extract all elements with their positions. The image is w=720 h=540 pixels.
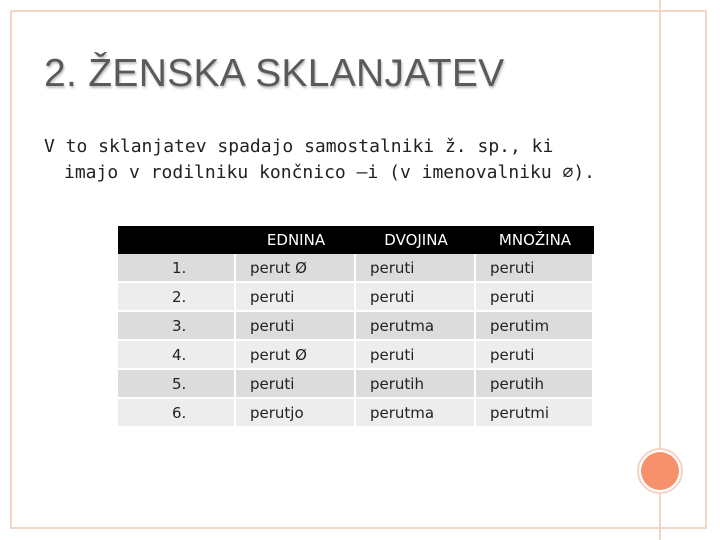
body-line-2: imajo v rodilniku končnico –i (v imenovalniku ∅). bbox=[64, 162, 596, 183]
cell-dvojina: peruti bbox=[356, 254, 476, 283]
cell-mnozina: peruti bbox=[476, 254, 594, 283]
table-row bbox=[118, 370, 594, 399]
cell-dvojina: perutma bbox=[356, 399, 476, 428]
table-row bbox=[118, 254, 594, 283]
decorative-line bbox=[659, 0, 661, 450]
table-row bbox=[118, 399, 594, 428]
cell-dvojina: perutih bbox=[356, 370, 476, 399]
table-row bbox=[118, 341, 594, 370]
cell-ednina: perut Ø bbox=[236, 254, 356, 283]
slide-title: 2. ŽENSKA SKLANJATEV bbox=[44, 52, 505, 95]
case-number: 1. bbox=[118, 254, 236, 283]
cell-mnozina: peruti bbox=[476, 341, 594, 370]
cell-ednina: peruti bbox=[236, 312, 356, 341]
table-row bbox=[118, 283, 594, 312]
cell-mnozina: perutmi bbox=[476, 399, 594, 428]
header-cell-ednina: EDNINA bbox=[236, 226, 356, 254]
cell-dvojina: peruti bbox=[356, 283, 476, 312]
cell-mnozina: peruti bbox=[476, 283, 594, 312]
body-line-1: V to sklanjatev spadajo samostalniki ž. sp., ki bbox=[44, 136, 554, 157]
cell-dvojina: perutma bbox=[356, 312, 476, 341]
cell-ednina: perutjo bbox=[236, 399, 356, 428]
case-number: 2. bbox=[118, 283, 236, 312]
case-number: 5. bbox=[118, 370, 236, 399]
table-header-row bbox=[118, 226, 594, 254]
header-cell-case bbox=[118, 226, 236, 254]
decorative-line-bottom bbox=[659, 494, 661, 540]
cell-mnozina: perutih bbox=[476, 370, 594, 399]
cell-mnozina: perutim bbox=[476, 312, 594, 341]
cell-ednina: peruti bbox=[236, 370, 356, 399]
cell-ednina: perut Ø bbox=[236, 341, 356, 370]
case-number: 6. bbox=[118, 399, 236, 428]
decorative-circle-icon bbox=[641, 452, 679, 490]
table-row bbox=[118, 312, 594, 341]
cell-ednina: peruti bbox=[236, 283, 356, 312]
slide-body-text bbox=[44, 134, 644, 186]
case-number: 3. bbox=[118, 312, 236, 341]
header-cell-mnozina: MNOŽINA bbox=[476, 226, 594, 254]
case-number: 4. bbox=[118, 341, 236, 370]
cell-dvojina: peruti bbox=[356, 341, 476, 370]
declension-table bbox=[118, 226, 594, 428]
header-cell-dvojina: DVOJINA bbox=[356, 226, 476, 254]
